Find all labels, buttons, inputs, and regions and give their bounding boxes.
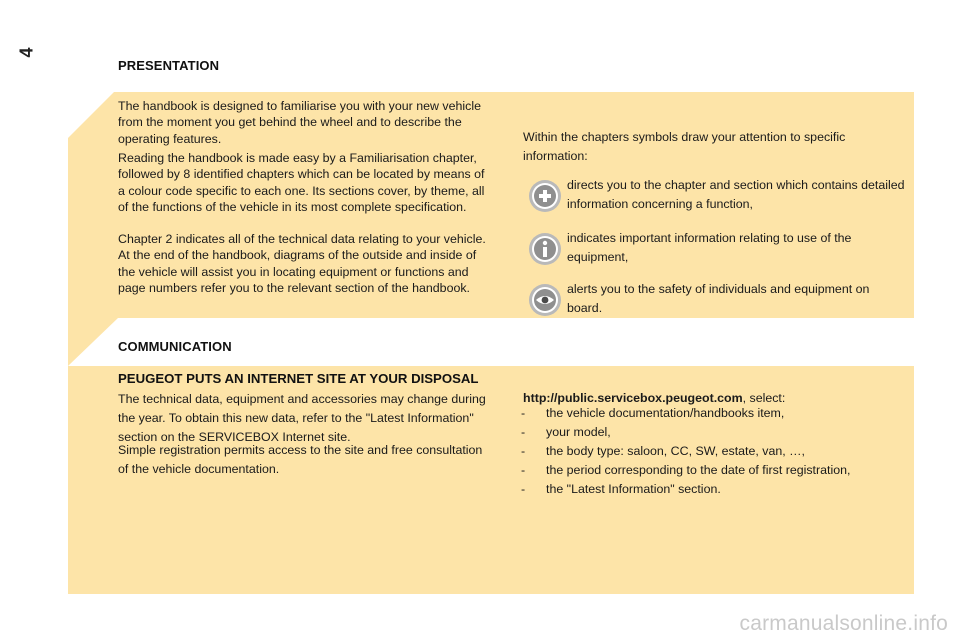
panel-wedge <box>68 318 118 366</box>
communication-title: COMMUNICATION <box>118 339 232 354</box>
symbol-text-info: indicates important information relating to use of the equipment, <box>567 231 852 264</box>
presentation-paragraph-3: Chapter 2 indicates all of the technical data relating to your vehicle. At the end of the handbook, diagrams of the outside and inside of the vehicle will assist you in locating equipment or functions and page numbers refer you to the relevant section of the handbook. <box>118 232 486 295</box>
eye-icon <box>528 283 562 317</box>
symbol-text-plus: directs you to the chapter and section which contains detailed information concerning a function, <box>567 178 905 211</box>
bullet-dash: - <box>521 444 526 458</box>
symbols-intro: Within the chapters symbols draw your attention to specific information: <box>523 130 846 163</box>
bullet-dash: - <box>521 463 526 477</box>
info-icon <box>528 232 562 266</box>
presentation-paragraph-1: The handbook is designed to familiarise you with your new vehicle from the moment you get behind the wheel and to describe the operating features. <box>118 99 481 146</box>
list-item: - the period corresponding to the date of first registration, <box>521 461 911 480</box>
bullet-dash: - <box>521 406 526 420</box>
symbol-text-eye: alerts you to the safety of individuals and equipment on board. <box>567 282 870 315</box>
servicebox-url-line <box>523 391 785 405</box>
steps-list <box>521 404 911 499</box>
list-item: - the vehicle documentation/handbooks item, <box>521 404 911 423</box>
communication-paragraph-2: Simple registration permits access to the site and free consultation of the vehicle documentation. <box>118 443 483 476</box>
page-number: 4 <box>16 47 37 58</box>
url-suffix: , select: <box>742 391 786 405</box>
presentation-paragraph-2: Reading the handbook is made easy by a Familiarisation chapter, followed by 8 identified chapters which can be located by means of a colour code specific to each one. Its sections cover, by theme, all of the functions of the vehicle in its most complete specification. <box>118 151 485 214</box>
communication-subtitle: PEUGEOT PUTS AN INTERNET SITE AT YOUR DISPOSAL <box>118 371 479 386</box>
bullet-dash: - <box>521 425 526 439</box>
servicebox-url[interactable]: http://public.servicebox.peugeot.com <box>523 391 743 405</box>
list-item: - the body type: saloon, CC, SW, estate, van, …, <box>521 442 911 461</box>
presentation-title: PRESENTATION <box>118 58 220 73</box>
list-item: - the "Latest Information" section. <box>521 480 911 499</box>
communication-paragraph-1: The technical data, equipment and accessories may change during the year. To obtain this new data, refer to the "Latest Information" section on the SERVICEBOX Internet site. <box>118 392 486 444</box>
watermark: carmanualsonline.info <box>739 612 948 635</box>
plus-icon <box>528 179 562 213</box>
bullet-dash: - <box>521 482 526 496</box>
list-item: - your model, <box>521 423 911 442</box>
